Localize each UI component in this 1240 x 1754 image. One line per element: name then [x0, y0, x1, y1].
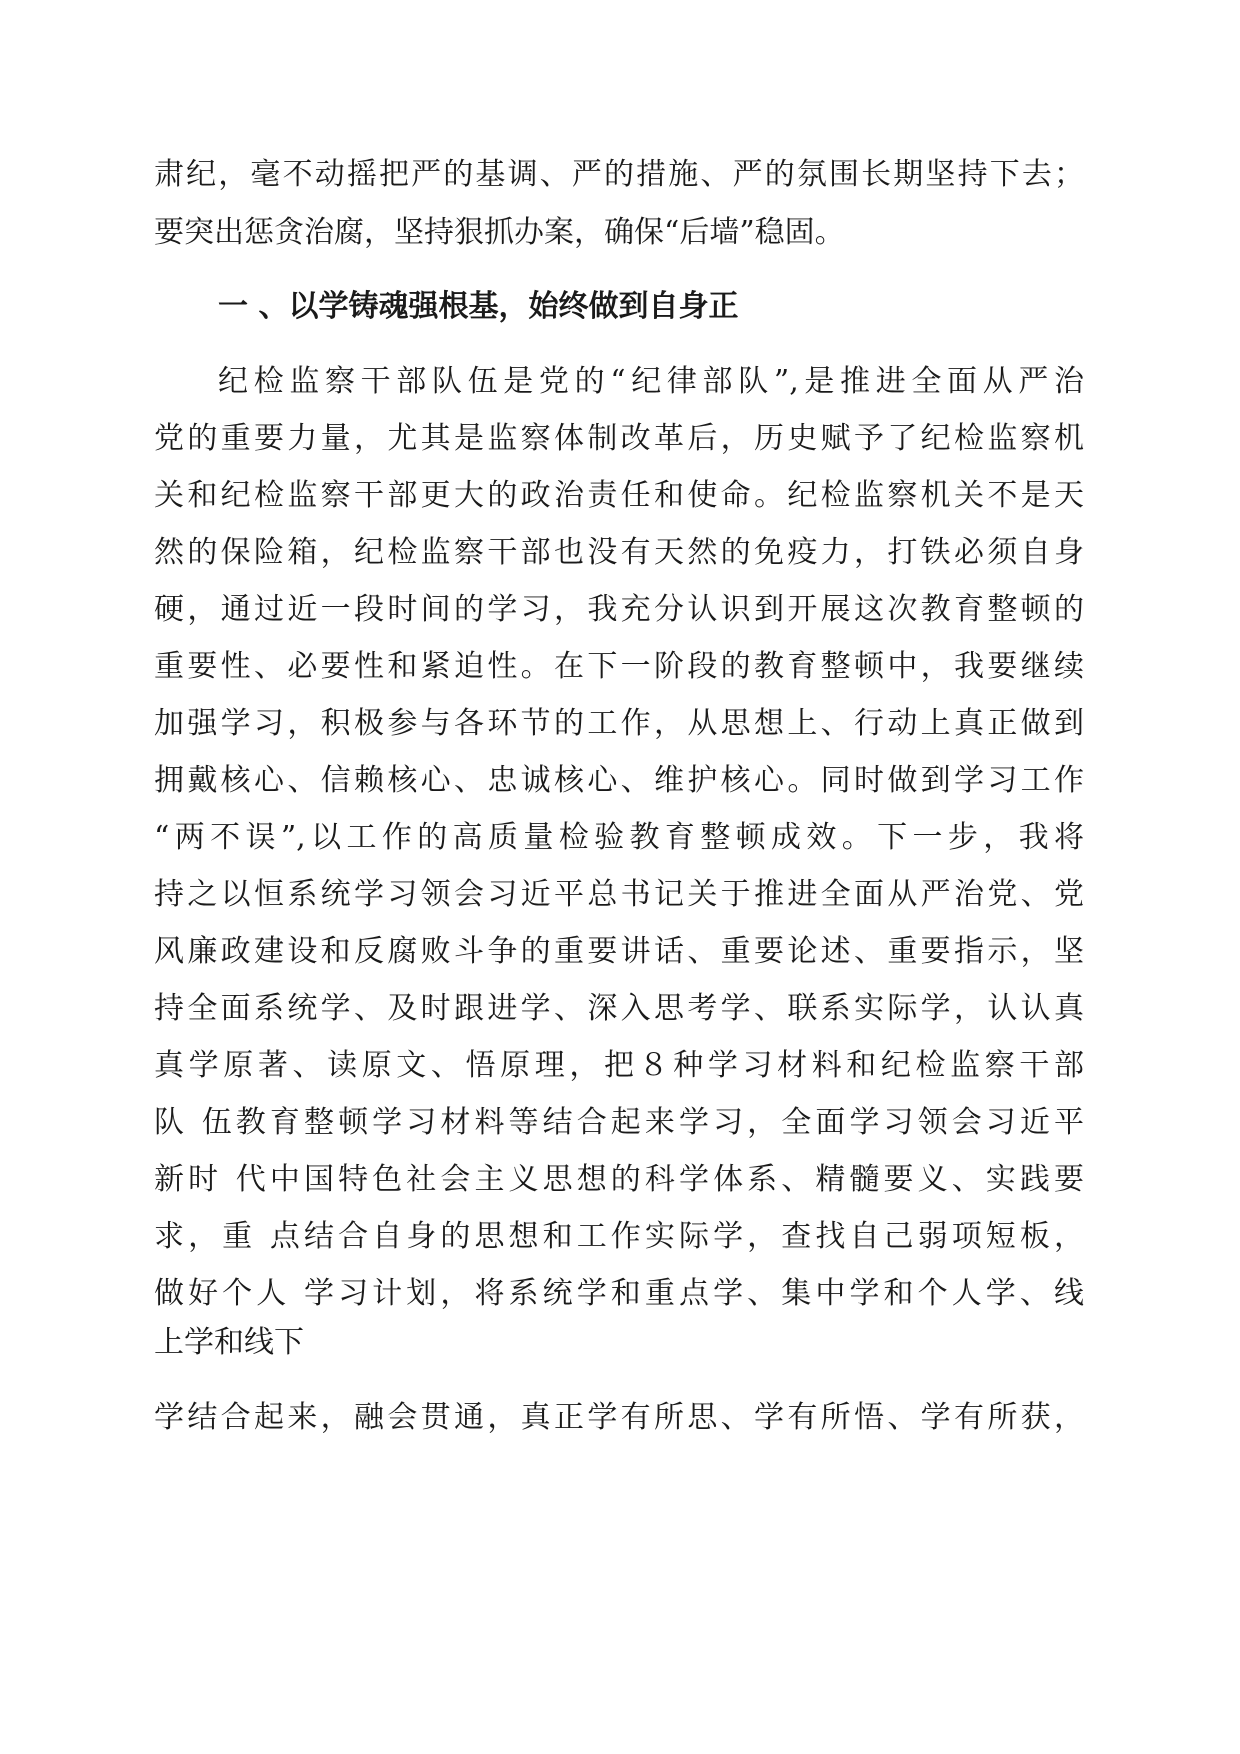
body-line: 硬，通过近一段时间的学习，我充分认识到开展这次教育整顿的	[154, 592, 1084, 627]
body-line: 持之以恒系统学习领会习近平总书记关于推进全面从严治党、党	[154, 877, 1084, 912]
body-line: 党的重要力量，尤其是监察体制改革后，历史赋予了纪检监察机	[154, 421, 1084, 456]
body-line: 真学原著、读原文、悟原理，把８种学习材料和纪检监察干部	[154, 1048, 1084, 1083]
body-line: 队 伍教育整顿学习材料等结合起来学习，全面学习领会习近平	[154, 1105, 1084, 1140]
body-line: 学结合起来，融会贯通，真正学有所思、学有所悟、学有所获，	[154, 1400, 1084, 1435]
body-line: 重要性、必要性和紧迫性。在下一阶段的教育整顿中，我要继续	[154, 649, 1084, 684]
body-line: “两不误”,以工作的高质量检验教育整顿成效。下一步，我将	[154, 820, 1084, 855]
intro-line: 要突出惩贪治腐，坚持狠抓办案，确保“后墙”稳固。	[154, 215, 845, 250]
body-line: 关和纪检监察干部更大的政治责任和使命。纪检监察机关不是天	[154, 478, 1084, 513]
body-line: 做好个人 学习计划，将系统学和重点学、集中学和个人学、线	[154, 1276, 1084, 1311]
intro-line: 肃纪，毫不动摇把严的基调、严的措施、严的氛围长期坚持下去；	[154, 157, 1084, 192]
body-line: 持全面系统学、及时跟进学、深入思考学、联系实际学，认认真	[154, 991, 1084, 1026]
body-line: 拥戴核心、信赖核心、忠诚核心、维护核心。同时做到学习工作	[154, 763, 1084, 798]
section-heading: 一 、以学铸魂强根基，始终做到自身正	[218, 289, 739, 324]
body-line: 然的保险箱，纪检监察干部也没有天然的免疫力，打铁必须自身	[154, 535, 1084, 570]
body-line: 求，重 点结合自身的思想和工作实际学，查找自己弱项短板，	[154, 1219, 1084, 1254]
body-line: 加强学习，积极参与各环节的工作，从思想上、行动上真正做到	[154, 706, 1084, 741]
body-line: 纪检监察干部队伍是党的“纪律部队”,是推进全面从严治	[218, 364, 1084, 399]
body-line: 新时 代中国特色社会主义思想的科学体系、精髓要义、实践要	[154, 1162, 1084, 1197]
body-line: 上学和线下	[154, 1325, 304, 1360]
body-line: 风廉政建设和反腐败斗争的重要讲话、重要论述、重要指示，坚	[154, 934, 1084, 969]
